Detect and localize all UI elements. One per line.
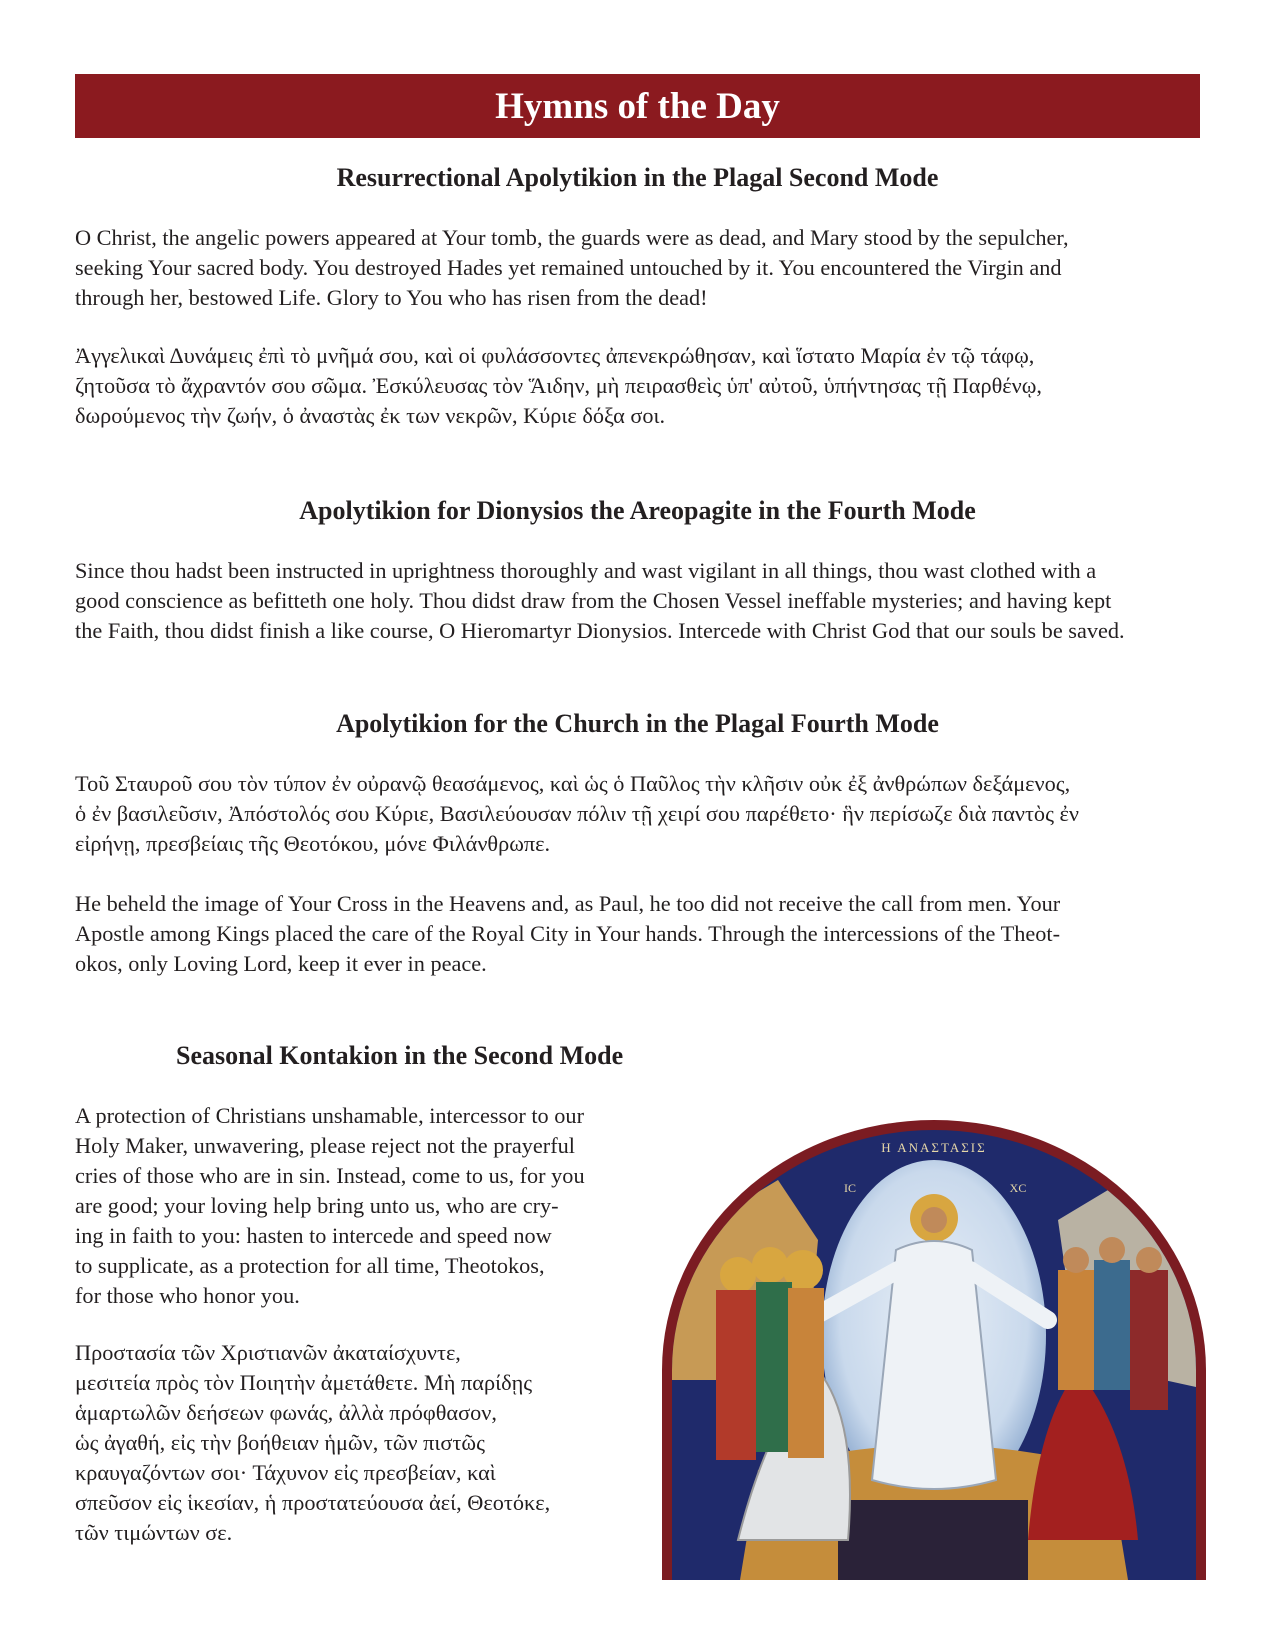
page-banner — [75, 74, 1200, 138]
text-line: to supplicate, as a protection for all time, Theotokos, — [75, 1253, 545, 1278]
text-line: O Christ, the angelic powers appeared at Your tomb, the guards were as dead, and Mary stood by the sepulcher, — [75, 225, 1069, 250]
text-line: seeking Your sacred body. You destroyed Hades yet remained untouched by it. You encountered the Virgin and — [75, 255, 1062, 280]
hades-pit — [838, 1500, 1028, 1580]
hymn-english-text — [75, 1101, 655, 1311]
prophet-robe — [1094, 1260, 1130, 1390]
prophet-head — [1063, 1247, 1089, 1273]
hymn-title: Seasonal Kontakion in the Second Mode — [176, 1041, 624, 1070]
text-line: μεσιτεία πρὸς τὸν Ποιητὴν ἀμετάθετε. Μὴ παρίδῃς — [75, 1370, 533, 1395]
icon-monogram-left: IC — [844, 1181, 856, 1195]
text-line: A protection of Christians unshamable, intercessor to our — [75, 1103, 585, 1128]
text-line: He beheld the image of Your Cross in the Heavens and, as Paul, he too did not receive the call from men. Your — [75, 891, 1061, 916]
saint-halo — [720, 1257, 756, 1293]
text-line: κραυγαζόντων σοι· Τάχυνον εἰς πρεσβείαν, καὶ — [75, 1460, 496, 1485]
icon-inscription: Η ΑΝΑΣΤΑΣΙΣ — [881, 1140, 987, 1155]
anastasis-icon — [658, 1120, 1210, 1580]
text-line: ζητοῦσα τὸ ἄχραντόν σου σῶμα. Ἐσκύλευσας τὸν Ἅιδην, μὴ πειρασθεὶς ὑπ' αὐτοῦ, ὑπήντησας τῇ Παρθένῳ, — [75, 373, 1042, 398]
page-title: Hymns of the Day — [495, 85, 780, 127]
saint-robe — [788, 1288, 824, 1458]
text-line: Apostle among Kings placed the care of the Royal City in Your hands. Through the intercessions of the Theot- — [75, 921, 1061, 946]
text-line: εἰρήνῃ, πρεσβείαις τῆς Θεοτόκου, μόνε Φιλάνθρωπε. — [75, 831, 551, 856]
prophet-robe — [1130, 1270, 1168, 1410]
text-line: through her, bestowed Life. Glory to You who has risen from the dead! — [75, 285, 708, 310]
prophet-robe — [1058, 1270, 1094, 1390]
hymn-greek-text — [75, 341, 1203, 431]
text-line: the Faith, thou didst finish a like course, O Hieromartyr Dionysios. Intercede with Christ God that our souls be saved. — [75, 618, 1125, 643]
hymn-greek-text — [75, 769, 1203, 859]
text-line: ὁ ἐν βασιλεῦσιν, Ἀπόστολός σου Κύριε, Βασιλεύουσαν πόλιν τῇ χειρί σου παρέθετο· ἣν περίσωζε διὰ παντὸς ἐν — [75, 801, 1079, 826]
prophet-head — [1099, 1237, 1125, 1263]
text-line: Since thou hadst been instructed in uprightness thoroughly and wast vigilant in all things, thou wast clothed with a — [75, 558, 1097, 583]
hymn-title: Apolytikion for the Church in the Plagal Fourth Mode — [336, 709, 939, 738]
text-line: for those who honor you. — [75, 1283, 300, 1308]
text-line: τῶν τιμώντων σε. — [75, 1520, 233, 1545]
text-line: Τοῦ Σταυροῦ σου τὸν τύπον ἐν οὐρανῷ θεασάμενος, καὶ ὡς ὁ Παῦλος τὴν κλῆσιν οὐκ ἐξ ἀνθρώπων δεξάμενος, — [75, 771, 1071, 796]
text-line: ing in faith to you: hasten to intercede and speed now — [75, 1223, 552, 1248]
text-line: cries of those who are in sin. Instead, come to us, for you — [75, 1163, 585, 1188]
text-line: good conscience as befitteth one holy. Thou didst draw from the Chosen Vessel ineffable mysteries; and having kept — [75, 588, 1112, 613]
text-line: δωρούμενος τὴν ζωήν, ὁ ἀναστὰς ἐκ των νεκρῶν, Κύριε δόξα σοι. — [75, 403, 666, 428]
prophet-head — [1136, 1247, 1162, 1273]
saint-halo — [752, 1247, 788, 1283]
text-line: ἁμαρτωλῶν δεήσεων φωνάς, ἀλλὰ πρόφθασον, — [75, 1400, 497, 1425]
text-line: Holy Maker, unwavering, please reject not the prayerful — [75, 1133, 575, 1158]
text-line: are good; your loving help bring unto us, who are cry- — [75, 1193, 559, 1218]
text-line: okos, only Loving Lord, keep it ever in peace. — [75, 951, 487, 976]
text-line: ὡς ἀγαθή, εἰς τὴν βοήθειαν ἡμῶν, τῶν πιστῶς — [75, 1430, 485, 1455]
hymn-title: Resurrectional Apolytikion in the Plagal Second Mode — [336, 163, 939, 192]
saint-robe — [756, 1282, 792, 1452]
hymn-english-text — [75, 556, 1203, 646]
hymn-english-text — [75, 889, 1203, 979]
text-line: σπεῦσον εἰς ἱκεσίαν, ἡ προστατεύουσα ἀεί, Θεοτόκε, — [75, 1490, 551, 1515]
resurrection-icon-image — [658, 1120, 1210, 1580]
hymn-title: Apolytikion for Dionysios the Areopagite in the Fourth Mode — [299, 496, 976, 525]
hymn-english-text — [75, 223, 1203, 313]
icon-monogram-right: XC — [1009, 1181, 1027, 1195]
saint-robe — [716, 1290, 756, 1460]
text-line: Προστασία τῶν Χριστιανῶν ἀκαταίσχυντε, — [75, 1340, 461, 1365]
text-line: Ἀγγελικαὶ Δυνάμεις ἐπὶ τὸ μνῆμά σου, καὶ οἱ φυλάσσοντες ἀπενεκρώθησαν, καὶ ἵστατο Μαρία ἐν τῷ τάφῳ, — [75, 343, 1035, 368]
christ-face — [921, 1207, 947, 1233]
hymn-greek-text — [75, 1338, 655, 1548]
